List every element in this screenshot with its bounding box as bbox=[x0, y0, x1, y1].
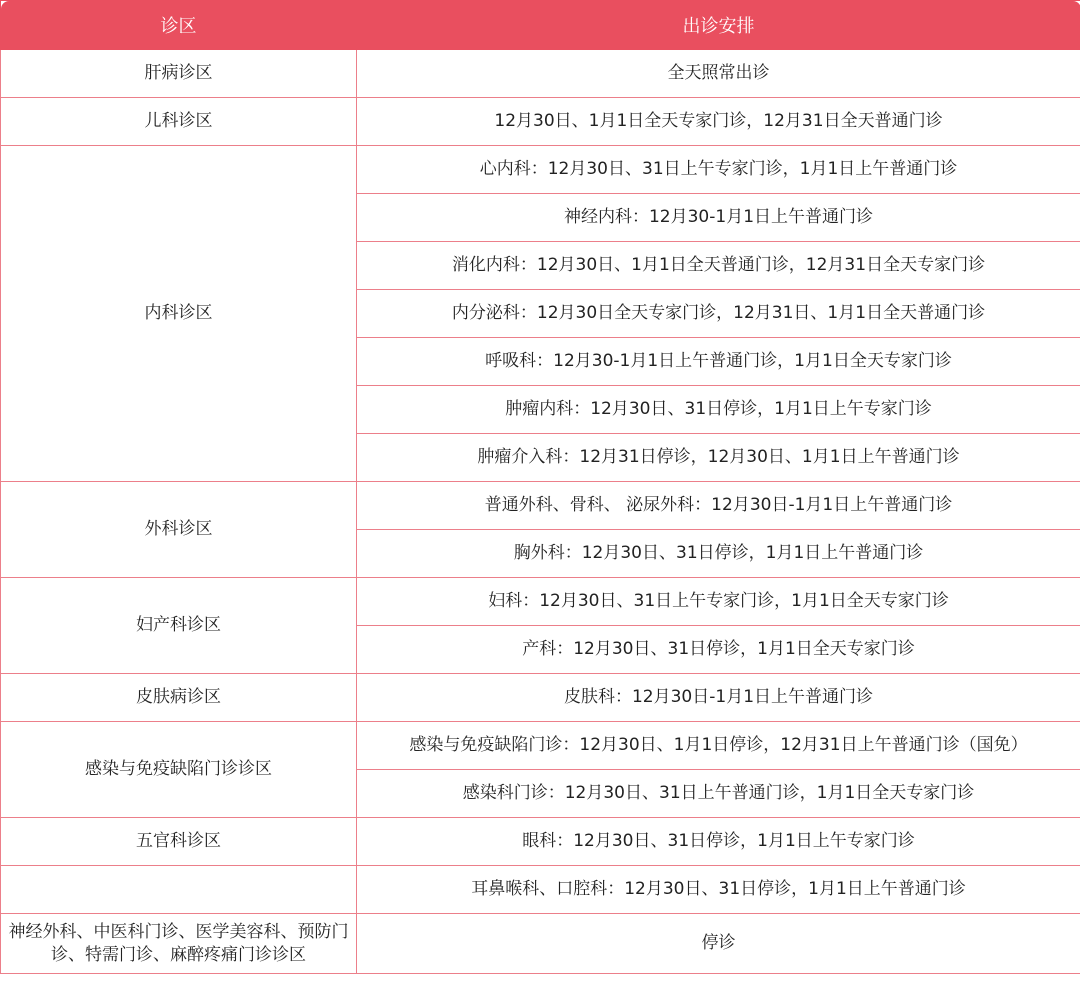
table-row bbox=[1, 50, 1080, 98]
schedule-cell: 肿瘤内科：12月30日、31日停诊，1月1日上午专家门诊 bbox=[357, 386, 1080, 434]
schedule-cell: 眼科：12月30日、31日停诊，1月1日上午专家门诊 bbox=[357, 818, 1080, 866]
table-row bbox=[1, 578, 1080, 626]
table-row bbox=[1, 866, 1080, 914]
header-schedule: 出诊安排 bbox=[357, 1, 1080, 50]
schedule-cell: 普通外科、骨科、 泌尿外科：12月30日-1月1日上午普通门诊 bbox=[357, 482, 1080, 530]
schedule-cell: 神经内科：12月30-1月1日上午普通门诊 bbox=[357, 194, 1080, 242]
schedule-cell: 产科：12月30日、31日停诊，1月1日全天专家门诊 bbox=[357, 626, 1080, 674]
header-area: 诊区 bbox=[1, 1, 357, 50]
table-row bbox=[1, 146, 1080, 194]
schedule-cell: 皮肤科：12月30日-1月1日上午普通门诊 bbox=[357, 674, 1080, 722]
schedule-cell: 全天照常出诊 bbox=[357, 50, 1080, 98]
area-cell: 神经外科、中医科门诊、医学美容科、预防门诊、特需门诊、麻醉疼痛门诊诊区 bbox=[1, 914, 357, 974]
schedule-cell: 胸外科：12月30日、31日停诊，1月1日上午普通门诊 bbox=[357, 530, 1080, 578]
area-cell: 内科诊区 bbox=[1, 146, 357, 482]
area-cell: 五官科诊区 bbox=[1, 818, 357, 866]
area-cell: 妇产科诊区 bbox=[1, 578, 357, 674]
schedule-cell: 停诊 bbox=[357, 914, 1080, 974]
schedule-cell: 12月30日、1月1日全天专家门诊，12月31日全天普通门诊 bbox=[357, 98, 1080, 146]
table-row bbox=[1, 674, 1080, 722]
table-row bbox=[1, 722, 1080, 770]
area-cell: 感染与免疫缺陷门诊诊区 bbox=[1, 722, 357, 818]
schedule-cell: 耳鼻喉科、口腔科：12月30日、31日停诊，1月1日上午普通门诊 bbox=[357, 866, 1080, 914]
header-row bbox=[1, 1, 1080, 50]
schedule-cell: 内分泌科：12月30日全天专家门诊，12月31日、1月1日全天普通门诊 bbox=[357, 290, 1080, 338]
area-cell: 皮肤病诊区 bbox=[1, 674, 357, 722]
area-cell: 儿科诊区 bbox=[1, 98, 357, 146]
table-row bbox=[1, 482, 1080, 530]
area-cell: 外科诊区 bbox=[1, 482, 357, 578]
table-row bbox=[1, 818, 1080, 866]
schedule-cell: 消化内科：12月30日、1月1日全天普通门诊，12月31日全天专家门诊 bbox=[357, 242, 1080, 290]
table-row bbox=[1, 98, 1080, 146]
schedule-cell: 心内科：12月30日、31日上午专家门诊，1月1日上午普通门诊 bbox=[357, 146, 1080, 194]
schedule-cell: 呼吸科：12月30-1月1日上午普通门诊，1月1日全天专家门诊 bbox=[357, 338, 1080, 386]
area-cell bbox=[1, 866, 357, 914]
area-cell: 肝病诊区 bbox=[1, 50, 357, 98]
schedule-cell: 感染与免疫缺陷门诊：12月30日、1月1日停诊，12月31日上午普通门诊（国免） bbox=[357, 722, 1080, 770]
schedule-cell: 肿瘤介入科：12月31日停诊，12月30日、1月1日上午普通门诊 bbox=[357, 434, 1080, 482]
table-body bbox=[1, 50, 1080, 974]
table-row bbox=[1, 914, 1080, 974]
schedule-cell: 感染科门诊：12月30日、31日上午普通门诊，1月1日全天专家门诊 bbox=[357, 770, 1080, 818]
schedule-cell: 妇科：12月30日、31日上午专家门诊，1月1日全天专家门诊 bbox=[357, 578, 1080, 626]
